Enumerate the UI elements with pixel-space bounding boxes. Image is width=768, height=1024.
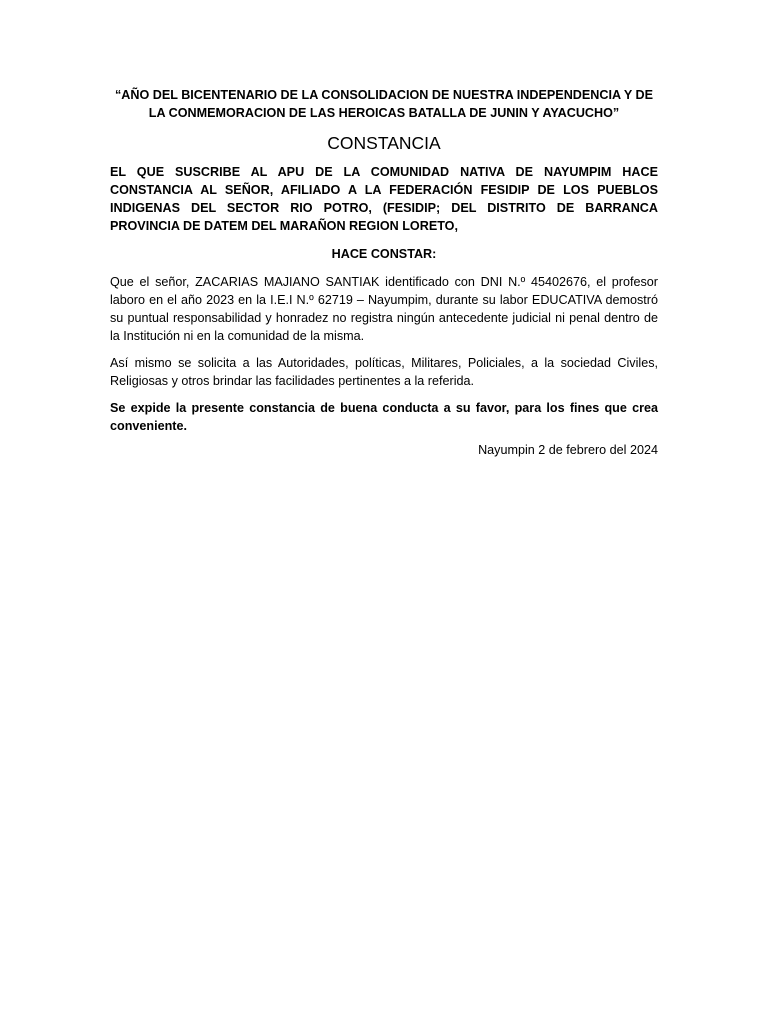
body-paragraph-1: Que el señor, ZACARIAS MAJIANO SANTIAK identificado con DNI N.º 45402676, el profesor laboro en el año 2023 en la I.E.I N.º 62719 – Nayumpim, durante su labor EDUCATIVA demostró su puntual responsabilidad y honradez no registra ningún antecedente judicial ni penal dentro de la Institución ni en la comunidad de la misma. (110, 275, 658, 343)
body-paragraph-2: Así mismo se solicita a las Autoridades, políticas, Militares, Policiales, a la sociedad Civiles, Religiosas y otros brindar las facilidades pertinentes a la referida. (110, 356, 658, 388)
header-motto: “AÑO DEL BICENTENARIO DE LA CONSOLIDACION DE NUESTRA INDEPENDENCIA Y DE LA CONMEMORACION DE LAS HEROICAS BATALLA DE JUNIN Y AYACUCHO” (114, 88, 654, 120)
hace-constar-heading: HACE CONSTAR: (331, 247, 437, 261)
intro-paragraph: EL QUE SUSCRIBE AL APU DE LA COMUNIDAD NATIVA DE NAYUMPIM HACE CONSTANCIA AL SEÑOR, AFILIADO A LA FEDERACIÓN FESIDIP DE LOS PUEBLOS INDIGENAS DEL SECTOR RIO POTRO, (FESIDIP; DEL DISTRITO DE BARRANCA PROVINCIA DE DATEM DEL MARAÑON REGION LORETO, (110, 165, 658, 233)
closing-paragraph: Se expide la presente constancia de buena conducta a su favor, para los fines que crea conveniente. (110, 401, 658, 433)
document-title: CONSTANCIA (327, 133, 441, 153)
place-date: Nayumpin 2 de febrero del 2024 (478, 443, 658, 457)
